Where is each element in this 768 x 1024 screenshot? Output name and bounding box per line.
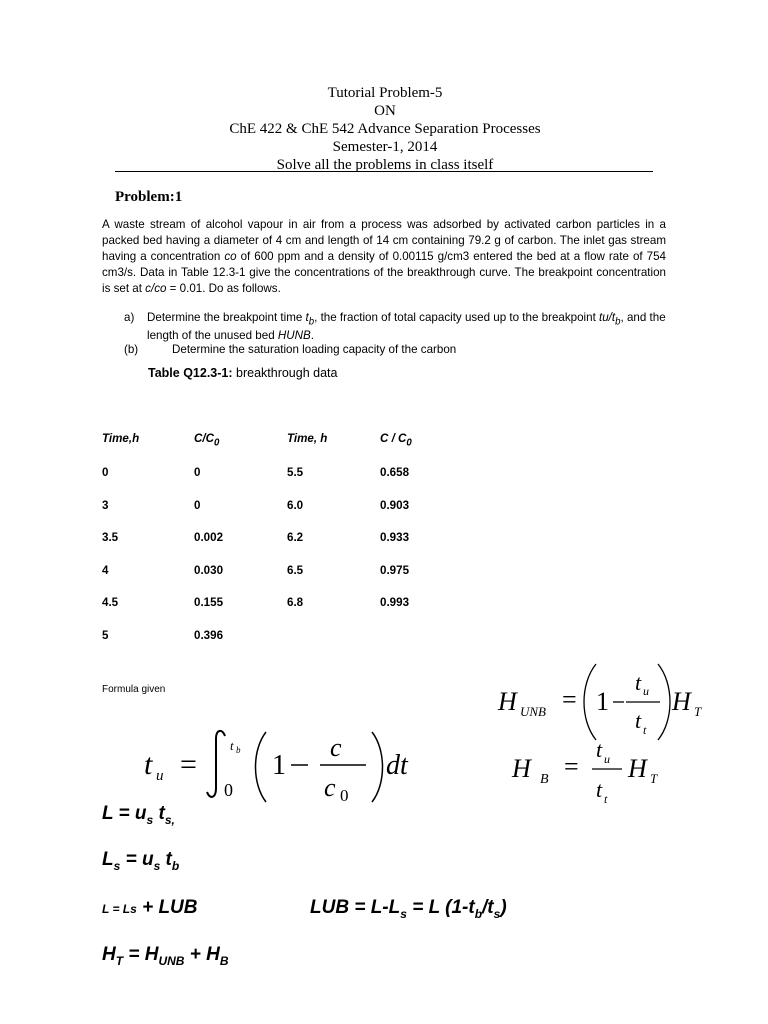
task-a-text-4: .	[310, 329, 314, 343]
header-on: ON	[374, 103, 396, 119]
header-divider	[115, 171, 653, 172]
svg-text:u: u	[643, 684, 649, 698]
col-header-c-left	[194, 432, 219, 448]
col-header-c-right-sub: 0	[406, 437, 412, 449]
svg-text:u: u	[156, 768, 164, 784]
problem-title: Problem:1	[115, 189, 183, 205]
eq-ls-part1: L	[102, 849, 114, 870]
problem-statement	[102, 217, 666, 297]
task-item-a	[102, 311, 666, 343]
task-a-text-1: Determine the breakpoint time	[147, 311, 306, 324]
task-a-marker: a)	[124, 311, 135, 324]
svg-text:1: 1	[596, 687, 609, 716]
svg-text:c: c	[324, 773, 336, 802]
svg-text:t: t	[635, 670, 642, 695]
cell-time-left: 4	[102, 563, 109, 577]
cell-c-right: 0.993	[380, 596, 410, 609]
task-a-text-3: , and the length of the unused bed	[147, 311, 666, 343]
cell-time-right: 5.5	[287, 466, 304, 479]
cell-c-left: 0.155	[194, 596, 224, 609]
cell-c-right: 0.975	[380, 563, 410, 577]
eq-lub-part1: LUB = L-L	[310, 897, 401, 918]
cell-c-right: 0.658	[380, 466, 410, 479]
eq-lub-part3: /t	[482, 897, 494, 918]
task-item-b	[102, 343, 666, 357]
table-caption-text: breakthrough data	[232, 366, 338, 380]
svg-text:T: T	[650, 771, 658, 786]
eq-ht-sub1: T	[115, 953, 124, 968]
col-header-time-right: Time, h	[287, 432, 328, 445]
cell-c-right: 0.903	[380, 498, 410, 512]
cell-time-left: 4.5	[102, 596, 119, 609]
svg-text:B: B	[540, 772, 549, 787]
svg-text:T: T	[694, 704, 702, 719]
col-header-c-left-sub: 0	[213, 437, 220, 449]
svg-text:H: H	[628, 754, 647, 783]
svg-text:UNB: UNB	[520, 704, 546, 719]
statement-c-over-co: c/co	[145, 282, 167, 295]
cell-c-left: 0.030	[194, 563, 224, 577]
hunb-formula	[496, 660, 726, 744]
eq-ls-part2: = u	[120, 849, 154, 870]
task-a-tu-tb	[599, 311, 621, 328]
task-a-tu-tb-text: tu/t	[599, 311, 616, 324]
svg-text:H: H	[498, 687, 517, 716]
document-header	[100, 84, 670, 174]
statement-co: co	[224, 250, 237, 263]
eq-ht-part2: = H	[123, 944, 159, 965]
statement-part-1: A waste stream of alcohol vapour in air from a process was adsorbed by activated carbon particles in a packed bed having a diameter of 4 cm and length of 14 cm containing 79.2 g of carbon. The inlet gas stream having a concentration	[102, 218, 666, 263]
cell-c-right: 0.933	[380, 531, 410, 544]
eq-lub-sub2: b	[474, 906, 483, 921]
task-a-tb	[305, 311, 315, 328]
svg-text:t: t	[230, 738, 234, 753]
cell-time-right: 6.0	[287, 498, 304, 512]
eq-ls-part3: t	[160, 849, 172, 870]
svg-text:t: t	[596, 777, 603, 802]
equation-lub	[310, 897, 507, 921]
col-header-c-right	[380, 432, 412, 448]
eq-ls-sub2: s	[153, 858, 161, 873]
cell-c-left: 0	[194, 498, 201, 512]
cell-c-left: 0.396	[194, 628, 224, 642]
svg-text:dt: dt	[386, 750, 408, 781]
cell-time-left: 3	[102, 498, 109, 512]
eq-ls-sub1: s	[113, 858, 121, 873]
svg-text:t: t	[643, 723, 647, 737]
svg-text:1: 1	[272, 750, 286, 781]
svg-text:=: =	[562, 685, 577, 714]
svg-text:t: t	[604, 792, 608, 806]
header-course: ChE 422 & ChE 542 Advance Separation Processes	[229, 121, 541, 137]
task-a-tb-sub: b	[308, 316, 315, 328]
equation-ls	[102, 849, 179, 873]
equation-ht	[102, 944, 229, 968]
eq-ht-sub3: B	[219, 953, 229, 968]
statement-part-3: = 0.01. Do as follows.	[166, 282, 281, 295]
formula-label: Formula given	[102, 684, 166, 695]
eq-ls-sub3: b	[171, 858, 180, 873]
cell-time-left: 5	[102, 628, 109, 642]
svg-text:t: t	[635, 708, 642, 733]
svg-text:0: 0	[340, 786, 349, 805]
svg-text:=: =	[180, 748, 197, 781]
cell-time-right: 6.2	[287, 531, 304, 544]
eq-lub-part2: = L (1-t	[406, 897, 475, 918]
eq-ht-sub2: UNB	[158, 953, 185, 968]
col-header-c-left-text: C/C	[194, 432, 214, 445]
eq-lub-sub1: s	[400, 906, 407, 921]
hb-formula	[510, 735, 710, 815]
header-instruction: Solve all the problems in class itself	[276, 157, 494, 173]
cell-time-left: 0	[102, 466, 109, 479]
svg-text:c: c	[330, 733, 342, 762]
table-caption	[148, 366, 337, 380]
statement-part-2: of 600 ppm and a density of 0.00115 g/cm3 entered the bed at a flow rate of 754 cm3/s. Data in Table 12.3-1 give the concentrations of the breakthrough curve. The breakpoint concentration is set at	[102, 250, 666, 295]
eq-ht-part1: H	[102, 944, 116, 965]
cell-c-left: 0	[194, 466, 201, 479]
svg-text:H: H	[512, 754, 531, 783]
task-b-marker: (b)	[124, 343, 139, 357]
eq-ht-part3: + H	[184, 944, 220, 965]
task-list	[102, 311, 666, 357]
header-semester: Semester-1, 2014	[332, 139, 438, 155]
svg-text:t: t	[144, 748, 153, 781]
eq-l-ls-big: + LUB	[136, 897, 198, 918]
eq-l-part1: L = u	[102, 803, 147, 824]
table-caption-label: Table Q12.3-1:	[148, 366, 233, 380]
tu-integral-formula	[140, 722, 420, 808]
cell-c-left: 0.002	[194, 531, 224, 544]
cell-time-left: 3.5	[102, 531, 119, 544]
task-b-text: Determine the saturation loading capacity of the carbon	[172, 343, 457, 357]
svg-text:H: H	[672, 687, 691, 716]
equation-l	[102, 803, 175, 827]
cell-time-right: 6.8	[287, 596, 304, 609]
task-a-hunb: HUNB	[277, 329, 311, 343]
equation-l-ls-lub	[102, 897, 198, 919]
svg-text:t: t	[596, 737, 603, 762]
col-header-time-left: Time,h	[102, 432, 140, 445]
cell-time-right: 6.5	[287, 563, 304, 577]
header-title: Tutorial Problem-5	[327, 85, 443, 101]
task-a-text-2: , the fraction of total capacity used up to the breakpoint	[314, 311, 600, 324]
svg-text:=: =	[564, 752, 579, 781]
eq-lub-sub3: s	[493, 906, 501, 921]
eq-l-sub2: s,	[164, 812, 175, 827]
svg-text:u: u	[604, 752, 610, 766]
svg-text:0: 0	[224, 780, 233, 800]
eq-l-sub1: s	[146, 812, 154, 827]
svg-text:b: b	[236, 745, 241, 755]
col-header-c-right-text: C / C	[380, 432, 407, 445]
eq-lub-close: )	[500, 897, 507, 918]
task-a-tu-tb-sub: b	[615, 316, 621, 328]
eq-l-ls-small: L = Ls	[102, 902, 137, 916]
task-a-tb-t: t	[305, 311, 309, 324]
eq-l-part2: t	[153, 803, 165, 824]
